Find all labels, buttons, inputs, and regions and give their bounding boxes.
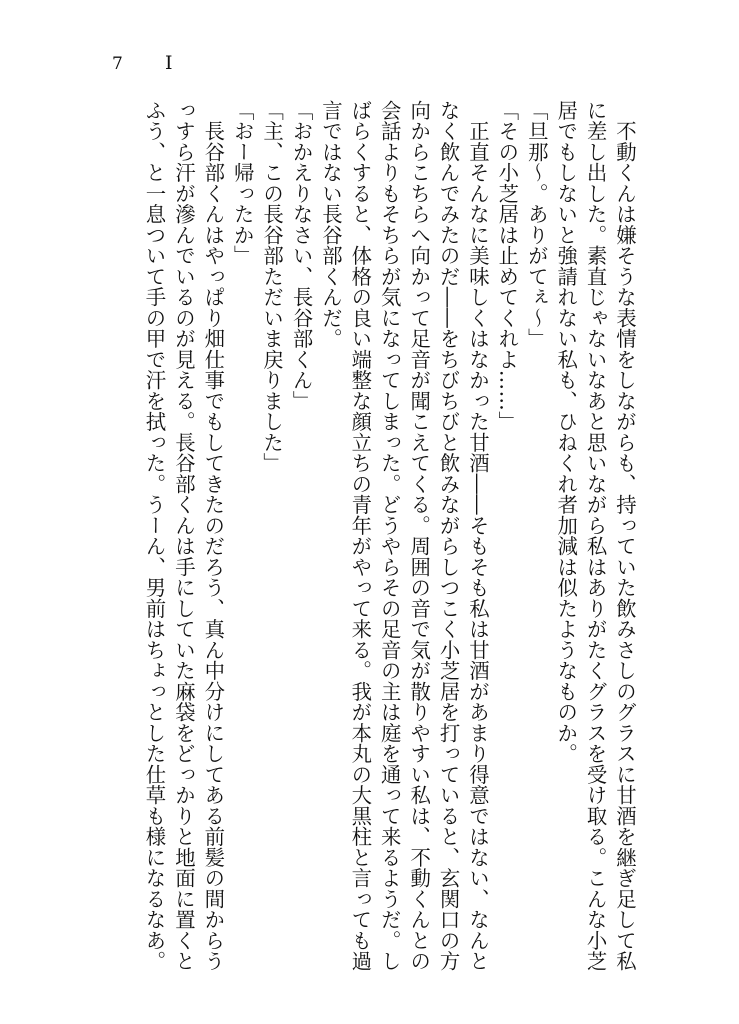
text-line: 「その小芝居は止めてくれよ……」 <box>495 100 520 432</box>
text-line: 不動くんは嫌そうな表情をしながらも、持っていた飲みさしのグラスに甘酒を継ぎ足して私 <box>613 100 637 972</box>
page-number: 7 <box>112 54 123 74</box>
text-line: 会話よりもそちらが気になってしまった。どうやらその足音の主は庭を通って来るようだ。し <box>377 100 402 972</box>
text-line: 正直そんなに美味しくはなかった甘酒――そもそも私は甘酒があまり得意ではない、なんと <box>465 100 490 972</box>
text-line: に差し出した。素直じゃないなあと思いながら私はありがたくグラスを受け取る。こんな小芝 <box>583 100 608 972</box>
body-text <box>139 100 639 980</box>
text-line: 向からこちらへ向かって足音が聞こえてくる。周囲の音で気が散りやすい私は、不動くんとの <box>407 100 432 972</box>
text-line: 「旦那〜。ありがてぇ〜」 <box>524 100 549 349</box>
text-line: 「主、この長谷部ただいま戻りました」 <box>260 100 285 474</box>
text-line: 居でもしないと強請れない私も、ひねくれ者加減は似たようなものか。 <box>554 100 579 764</box>
text-line: 長谷部くんはやっぱり畑仕事でもしてきたのだろう、真ん中分けにしてある前髪の間からう <box>201 100 226 972</box>
text-line: 「おかえりなさい、長谷部くん」 <box>289 100 314 412</box>
text-line: なく飲んでみたのだ――をちびちびと飲みながらしつこく小芝居を打っていると、玄関口の方 <box>436 100 461 972</box>
text-line: ふう、と一息ついて手の甲で汗を拭った。うーん、男前はちょっとした仕草も様になるなあ。 <box>142 100 167 972</box>
chapter-mark: I <box>165 52 173 74</box>
text-line: っすら汗が滲んでいるのが見える。長谷部くんは手にしていた麻袋をどっかりと地面に置くと <box>171 100 196 972</box>
text-line: 言ではない長谷部くんだ。 <box>318 100 343 349</box>
text-line: 「おー帰ったか」 <box>230 100 255 266</box>
text-line: ばらくすると、体格の良い端整な顔立ちの青年がやって来る。我が本丸の大黒柱と言っても過 <box>348 100 373 972</box>
